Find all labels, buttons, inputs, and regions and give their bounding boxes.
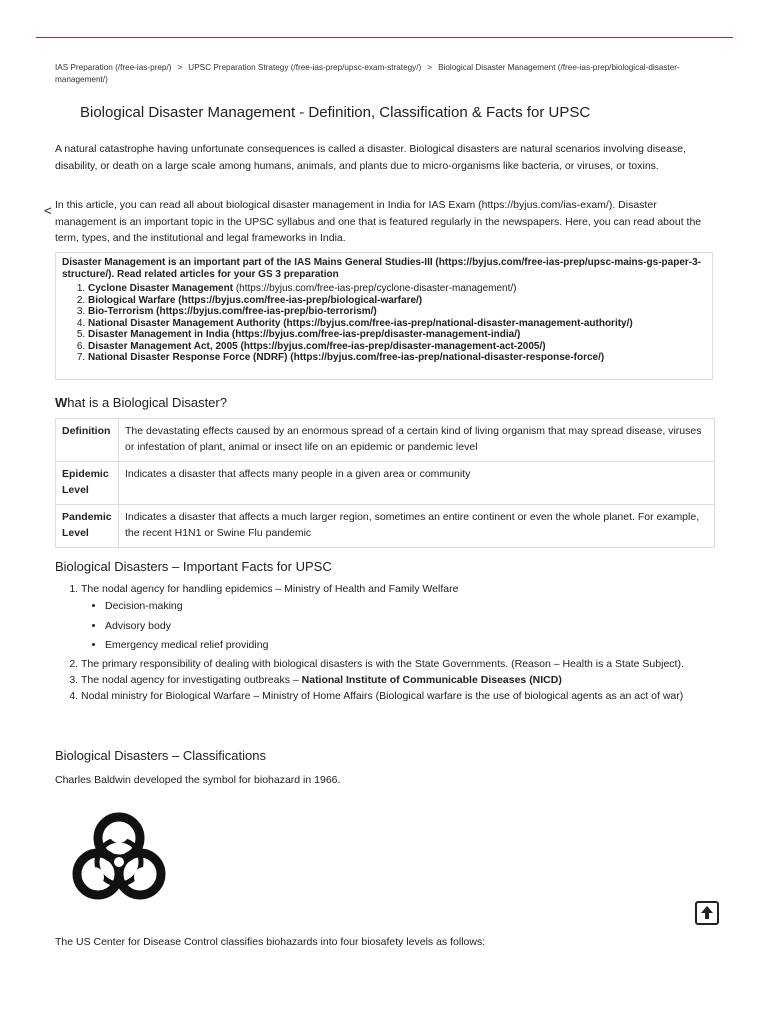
list-item: 3. The nodal agency for investigating outbreaks – National Institute of Communicable Diseases (NICD) <box>81 672 751 688</box>
list-subitem: • Emergency medical relief providing <box>105 636 751 656</box>
arrow-up-icon <box>697 903 717 923</box>
table-desc: Indicates a disaster that affects many people in a given area or community <box>119 462 715 505</box>
table-term: Epidemic Level <box>56 462 119 505</box>
section-heading-what: What is a Biological Disaster? <box>55 395 227 410</box>
related-link[interactable]: 3. Bio-Terrorism (https://byjus.com/free-ias-prep/bio-terrorism/) <box>88 306 706 318</box>
related-intro: Disaster Management is an important part of the IAS Mains General Studies-III (https://byjus.com/free-ias-prep/upsc-mains-gs-paper-3-structure/). Read related articles for your GS 3 preparation <box>62 257 702 280</box>
related-link[interactable]: 5. Disaster Management in India (https://byjus.com/free-ias-prep/disaster-management-india/) <box>88 329 706 341</box>
table-row <box>56 462 715 505</box>
facts-list <box>55 581 751 704</box>
biohazard-symbol-image <box>66 808 172 908</box>
list-item: 2. The primary responsibility of dealing with biological disasters is with the State Governments. (Reason – Health is a State Subject). <box>81 656 751 672</box>
definition-table <box>55 418 715 548</box>
page-title: Biological Disaster Management - Definition, Classification & Facts for UPSC <box>80 104 591 121</box>
section-heading-classifications: Biological Disasters – Classifications <box>55 748 266 763</box>
breadcrumb-separator: > <box>427 63 433 72</box>
intro-paragraph: A natural catastrophe having unfortunate consequences is called a disaster. Biological disasters are natural scenarios involving disease, disability, or death on a large scale among humans, animals, and plants due to micro-organisms like bacteria, or viruses, or toxins. <box>55 143 686 172</box>
related-link[interactable]: 7. National Disaster Response Force (NDRF) (https://byjus.com/free-ias-prep/national-disaster-response-force/) <box>88 352 706 364</box>
breadcrumb-item-biological-disaster[interactable]: Biological Disaster Management (/free-ias-prep/biological-disaster-management/) <box>55 63 680 84</box>
table-desc: Indicates a disaster that affects a much larger region, sometimes an entire continent or even the whole planet. For example, the recent H1N1 or Swine Flu pandemic <box>119 505 715 548</box>
table-term: Pandemic Level <box>56 505 119 548</box>
list-subitem: • Decision-making <box>105 597 751 617</box>
list-item: 1. The nodal agency for handling epidemics – Ministry of Health and Family Welfare • Decision-making • Advisory body • Emergency medical relief providing <box>81 581 751 656</box>
related-link[interactable]: 1. Cyclone Disaster Management (https://byjus.com/free-ias-prep/cyclone-disaster-management/) <box>88 283 706 295</box>
breadcrumb-item-upsc-strategy[interactable]: UPSC Preparation Strategy (/free-ias-prep/upsc-exam-strategy/) <box>188 63 422 72</box>
list-item: 4. Nodal ministry for Biological Warfare – Ministry of Home Affairs (Biological warfare is the use of biological agents as an act of war) <box>81 688 751 704</box>
share-icon[interactable]: < <box>44 203 52 218</box>
related-link[interactable]: 4. National Disaster Management Authority (https://byjus.com/free-ias-prep/national-disaster-management-authority/) <box>88 318 706 330</box>
related-link[interactable]: 6. Disaster Management Act, 2005 (https://byjus.com/free-ias-prep/disaster-management-act-2005/) <box>88 341 706 353</box>
list-subitem: • Advisory body <box>105 617 751 637</box>
table-row <box>56 505 715 548</box>
related-link[interactable]: 2. Biological Warfare (https://byjus.com/free-ias-prep/biological-warfare/) <box>88 295 706 307</box>
related-list <box>62 283 706 364</box>
breadcrumb <box>55 62 695 86</box>
table-term: Definition <box>56 419 119 462</box>
breadcrumb-item-ias-preparation[interactable]: IAS Preparation (/free-ias-prep/) <box>55 63 172 72</box>
table-row <box>56 419 715 462</box>
article-paragraph: In this article, you can read all about biological disaster management in India for IAS Exam (https://byjus.com/ias-exam/). Disaster management is an important topic in the UPSC syllabus and one that is featured regularly in the newspapers. Here, you can read about the term, types, and the institutional and legal frameworks in India. <box>55 199 702 244</box>
breadcrumb-separator: > <box>177 63 183 72</box>
header-divider <box>36 37 733 38</box>
back-to-top-button[interactable] <box>695 901 719 925</box>
symbol-paragraph: Charles Baldwin developed the symbol for biohazard in 1966. <box>55 774 341 786</box>
table-desc: The devastating effects caused by an enormous spread of a certain kind of living organism that may spread disease, viruses or infestation of plant, animal or insect life on an epidemic or pandemic level <box>119 419 715 462</box>
section-heading-facts: Biological Disasters – Important Facts for UPSC <box>55 559 332 574</box>
biosafety-paragraph: The US Center for Disease Control classifies biohazards into four biosafety levels as follows: <box>55 936 486 948</box>
related-articles-box <box>55 252 713 380</box>
